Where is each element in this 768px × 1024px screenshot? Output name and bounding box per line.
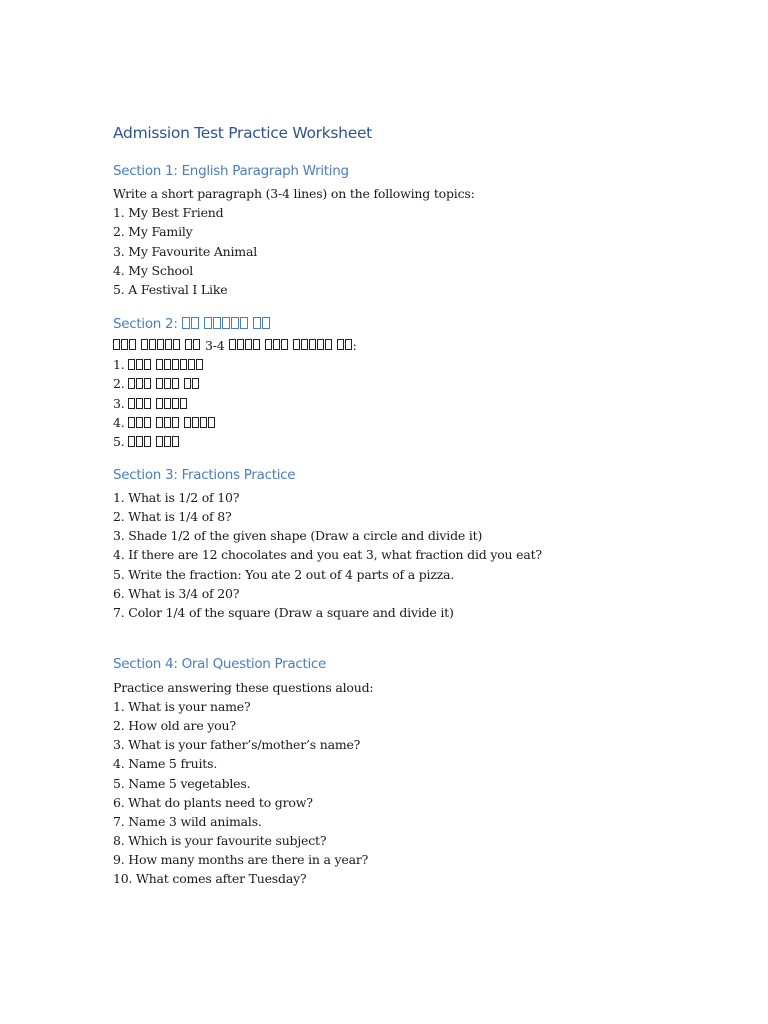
section2-item-number: 5.	[113, 434, 125, 449]
section2-item-text	[128, 358, 204, 373]
section4-item: 8. Which is your favourite subject?	[113, 833, 327, 848]
section3-item: 4. If there are 12 chocolates and you eat 3, what fraction did you eat?	[113, 547, 542, 562]
section4-item: 1. What is your name?	[113, 699, 251, 714]
section1-item: 2. My Family	[113, 224, 193, 239]
section4-item: 10. What comes after Tuesday?	[113, 871, 307, 886]
section2-item-number: 4.	[113, 415, 125, 430]
section2-item	[113, 434, 180, 450]
section2-item-text	[128, 377, 200, 392]
section4-instruction: Practice answering these questions aloud:	[113, 680, 374, 695]
section1-item: 3. My Favourite Animal	[113, 244, 257, 259]
section2-instruction-bengali: 3-4 :	[113, 338, 357, 353]
section2-heading-prefix: Section 2:	[113, 316, 178, 332]
section2-heading-bengali	[182, 317, 271, 333]
section4-item: 5. Name 5 vegetables.	[113, 776, 251, 791]
section4-item: 6. What do plants need to grow?	[113, 795, 313, 810]
section1-item: 4. My School	[113, 263, 193, 278]
section4-heading: Section 4: Oral Question Practice	[113, 656, 327, 672]
section3-heading: Section 3: Fractions Practice	[113, 467, 296, 483]
section2-item	[113, 376, 200, 392]
section4-item: 9. How many months are there in a year?	[113, 852, 369, 867]
section2-item	[113, 396, 188, 412]
section2-item	[113, 357, 204, 373]
section2-item-text	[128, 416, 216, 431]
section3-item: 5. Write the fraction: You ate 2 out of 4 parts of a pizza.	[113, 567, 455, 582]
section4-item: 2. How old are you?	[113, 718, 236, 733]
document-title: Admission Test Practice Worksheet	[113, 124, 372, 142]
section2-heading	[113, 316, 271, 333]
section1-item: 1. My Best Friend	[113, 205, 224, 220]
section1-item: 5. A Festival I Like	[113, 282, 228, 297]
section4-item: 3. What is your father’s/mother’s name?	[113, 737, 361, 752]
section4-item: 4. Name 5 fruits.	[113, 756, 218, 771]
section1-heading: Section 1: English Paragraph Writing	[113, 163, 349, 179]
section4-item: 7. Name 3 wild animals.	[113, 814, 262, 829]
section3-item: 7. Color 1/4 of the square (Draw a square and divide it)	[113, 605, 454, 620]
section3-item: 3. Shade 1/2 of the given shape (Draw a circle and divide it)	[113, 528, 483, 543]
section2-item-text	[128, 397, 188, 412]
section2-item	[113, 415, 216, 431]
section2-item-number: 2.	[113, 376, 125, 391]
section3-item: 6. What is 3/4 of 20?	[113, 586, 240, 601]
section3-item: 1. What is 1/2 of 10?	[113, 490, 240, 505]
section2-item-number: 1.	[113, 357, 125, 372]
section1-instruction: Write a short paragraph (3-4 lines) on the following topics:	[113, 186, 475, 201]
section2-instruction	[113, 337, 357, 353]
section2-item-number: 3.	[113, 396, 125, 411]
section2-item-text	[128, 435, 180, 450]
section3-item: 2. What is 1/4 of 8?	[113, 509, 232, 524]
